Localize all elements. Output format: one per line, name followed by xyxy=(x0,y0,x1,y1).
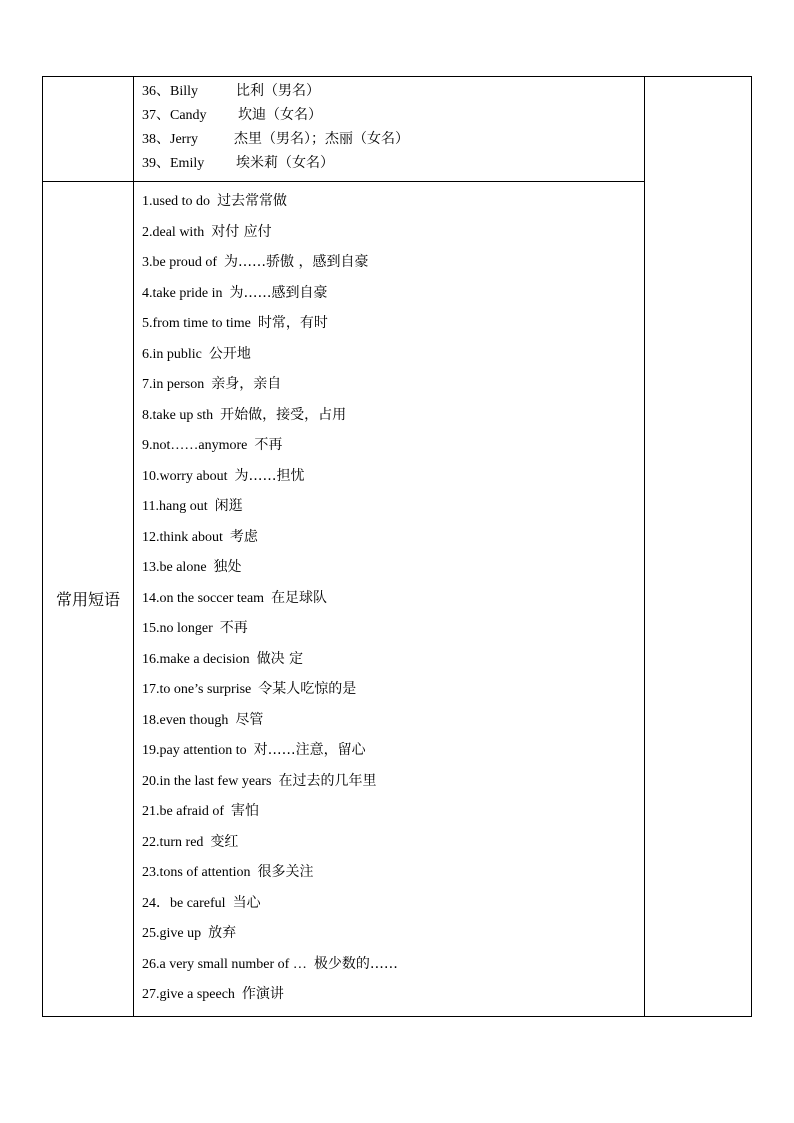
phrase-chinese: 对付 应付 xyxy=(211,223,272,240)
name-entry xyxy=(142,151,644,175)
phrase-english: 2.deal with xyxy=(142,224,205,240)
phrase-item xyxy=(142,766,644,797)
names-list xyxy=(134,77,644,181)
phrase-english: 25.give up xyxy=(142,926,202,941)
phrase-item xyxy=(142,979,644,1010)
name-chinese: 埃米莉（女名） xyxy=(236,155,334,171)
phrase-item xyxy=(142,339,644,370)
phrase-item xyxy=(142,735,644,766)
phrase-item xyxy=(142,644,644,675)
phrase-english: 6.in public xyxy=(142,346,202,362)
phrase-english: 26.a very small number of … xyxy=(142,956,307,972)
phrase-item xyxy=(142,552,644,583)
phrase-english: 3.be proud of xyxy=(142,255,218,270)
phrase-chinese: 对……注意，留心 xyxy=(253,742,366,758)
phrase-item xyxy=(142,308,644,339)
phrase-item xyxy=(142,400,644,431)
name-chinese: 杰里（男名）；杰丽（女名） xyxy=(234,131,409,147)
phrase-item xyxy=(142,705,644,736)
phrase-chinese: 令某人吃惊的是 xyxy=(258,681,357,697)
phrase-chinese: 公开地 xyxy=(208,345,251,362)
phrase-english: 17.to one’s surprise xyxy=(142,682,252,697)
phrase-chinese: 过去常常做 xyxy=(217,193,288,209)
phrase-chinese: 开始做，接受，占用 xyxy=(220,406,347,423)
phrase-item xyxy=(142,522,644,553)
phrase-english: 24．be careful xyxy=(142,895,226,911)
phrase-english: 15.no longer xyxy=(142,621,213,636)
name-english: 37、Candy xyxy=(142,108,207,123)
notes-cell xyxy=(645,77,752,1017)
phrase-chinese: 独处 xyxy=(213,559,242,575)
phrase-item xyxy=(142,278,644,309)
phrase-item xyxy=(142,918,644,949)
name-chinese: 坎迪（女名） xyxy=(238,107,322,123)
phrase-english: 8.take up sth xyxy=(142,407,214,423)
phrase-item xyxy=(142,430,644,461)
phrase-chinese: 为……骄傲 ，感到自豪 xyxy=(224,254,369,270)
name-english: 39、Emily xyxy=(142,156,205,171)
phrase-english: 23.tons of attention xyxy=(142,865,251,880)
phrase-english: 10.worry about xyxy=(142,468,228,484)
phrase-item xyxy=(142,857,644,888)
phrase-chinese: 放弃 xyxy=(208,925,237,941)
section-label: 常用短语 xyxy=(43,182,134,1017)
phrase-english: 12.think about xyxy=(142,529,223,545)
name-english: 38、Jerry xyxy=(142,132,198,147)
phrase-chinese: 为……感到自豪 xyxy=(229,284,328,301)
phrase-english: 19.pay attention to xyxy=(142,743,247,758)
phrase-item xyxy=(142,583,644,614)
vocabulary-table xyxy=(42,76,752,1017)
phrase-item xyxy=(142,491,644,522)
phrases-cell xyxy=(134,182,645,1017)
phrase-item xyxy=(142,949,644,980)
phrase-english: 21.be afraid of xyxy=(142,804,225,819)
phrase-english: 18.even though xyxy=(142,712,229,728)
phrase-list xyxy=(134,182,644,1016)
phrase-chinese: 极少数的…… xyxy=(313,955,398,972)
name-entry xyxy=(142,127,644,151)
names-cell xyxy=(134,77,645,182)
name-entry xyxy=(142,79,644,103)
phrase-english: 11.hang out xyxy=(142,499,208,514)
phrase-english: 13.be alone xyxy=(142,560,207,575)
phrase-english: 1.used to do xyxy=(142,194,211,209)
phrase-chinese: 亲身，亲自 xyxy=(211,376,282,392)
phrase-item xyxy=(142,827,644,858)
phrase-chinese: 在过去的几年里 xyxy=(278,772,377,789)
phrase-chinese: 害怕 xyxy=(231,803,260,819)
phrase-english: 16.make a decision xyxy=(142,651,250,667)
phrase-chinese: 做决 定 xyxy=(256,650,304,667)
phrase-chinese: 尽管 xyxy=(235,711,264,728)
phrase-chinese: 闲逛 xyxy=(214,498,243,514)
phrase-item xyxy=(142,613,644,644)
phrase-english: 27.give a speech xyxy=(142,987,235,1002)
phrase-english: 4.take pride in xyxy=(142,285,223,301)
name-english: 36、Billy xyxy=(142,84,199,99)
name-entry xyxy=(142,103,644,127)
phrase-english: 14.on the soccer team xyxy=(142,590,265,606)
phrase-item xyxy=(142,369,644,400)
phrase-item xyxy=(142,888,644,919)
phrase-item xyxy=(142,217,644,248)
phrase-chinese: 不再 xyxy=(219,620,248,636)
phrase-english: 22.turn red xyxy=(142,834,204,850)
phrase-english: 20.in the last few years xyxy=(142,773,272,789)
phrase-chinese: 很多关注 xyxy=(257,864,314,880)
phrase-chinese: 作演讲 xyxy=(241,986,284,1002)
phrase-item xyxy=(142,674,644,705)
names-label-cell xyxy=(43,77,134,182)
phrase-english: 7.in person xyxy=(142,377,205,392)
phrase-chinese: 不再 xyxy=(254,437,283,453)
phrase-chinese: 为……担忧 xyxy=(234,467,305,484)
phrase-chinese: 变红 xyxy=(210,833,239,850)
phrase-item xyxy=(142,186,644,217)
phrase-item xyxy=(142,247,644,278)
phrase-chinese: 时常，有时 xyxy=(257,315,328,331)
phrase-chinese: 当心 xyxy=(232,894,261,911)
phrase-english: 5.from time to time xyxy=(142,316,251,331)
names-row xyxy=(43,77,752,182)
name-chinese: 比利（男名） xyxy=(236,83,320,99)
phrase-item xyxy=(142,461,644,492)
phrase-english: 9.not……anymore xyxy=(142,438,248,453)
phrase-item xyxy=(142,796,644,827)
phrase-chinese: 在足球队 xyxy=(271,589,328,606)
phrase-chinese: 考虑 xyxy=(229,528,258,545)
